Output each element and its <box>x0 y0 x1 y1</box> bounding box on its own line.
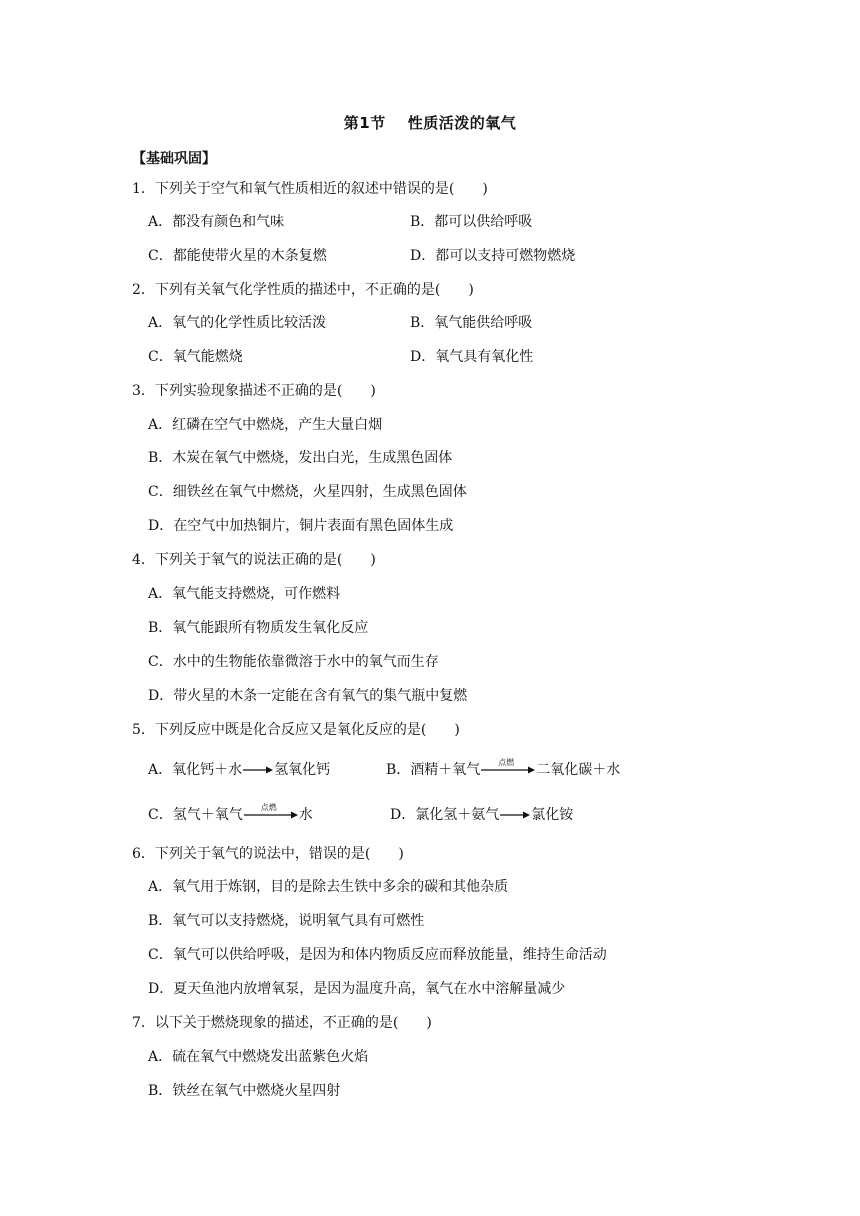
question-7-option-b: B．铁丝在氧气中燃烧火星四射 <box>148 1083 341 1099</box>
question-4-stem: 4．下列关于氧气的说法正确的是( ) <box>132 552 376 568</box>
ignite-arrow-icon <box>480 758 536 775</box>
option-a-products: 氢氧化钙 <box>274 762 331 778</box>
option-b-products: 二氧化碳＋水 <box>536 762 621 778</box>
question-5-option-b <box>386 758 621 779</box>
option-a-reactants: A．氧化钙＋水 <box>148 762 243 778</box>
short-arrow-icon <box>242 765 274 775</box>
question-2-stem: 2．下列有关氧气化学性质的描述中，不正确的是( ) <box>132 282 474 298</box>
question-5-option-d <box>390 806 573 824</box>
question-6-stem: 6．下列关于氧气的说法中，错误的是( ) <box>132 846 404 862</box>
ignite-arrow-icon <box>243 803 299 820</box>
question-1-option-a: A．都没有颜色和气味 <box>148 214 285 230</box>
question-3-option-a: A．红磷在空气中燃烧，产生大量白烟 <box>148 417 383 433</box>
option-d-products: 氯化铵 <box>531 807 574 823</box>
question-4-option-d: D．带火星的木条一定能在含有氧气的集气瓶中复燃 <box>148 688 468 704</box>
question-6-option-c: C．氧气可以供给呼吸，是因为和体内物质反应而释放能量，维持生命活动 <box>148 947 607 963</box>
section-heading: 【基础巩固】 <box>132 151 216 167</box>
question-1-option-b: B．都可以供给呼吸 <box>410 214 533 230</box>
question-3-option-d: D．在空气中加热铜片，铜片表面有黑色固体生成 <box>148 518 454 534</box>
question-1-stem: 1．下列关于空气和氧气性质相近的叙述中错误的是( ) <box>132 181 488 197</box>
option-c-reactants: C．氢气＋氧气 <box>148 807 243 823</box>
option-b-condition: 点燃 <box>498 758 515 767</box>
question-6-option-d: D．夏天鱼池内放增氧泵，是因为温度升高，氧气在水中溶解量减少 <box>148 981 566 997</box>
option-b-reactants: B．酒精＋氧气 <box>386 762 481 778</box>
page-title <box>0 112 860 133</box>
question-1-option-d: D．都可以支持可燃物燃烧 <box>410 248 576 264</box>
question-6-option-b: B．氧气可以支持燃烧，说明氧气具有可燃性 <box>148 913 425 929</box>
question-3-option-c: C．细铁丝在氧气中燃烧，火星四射，生成黑色固体 <box>148 484 467 500</box>
short-arrow-icon <box>499 810 531 820</box>
question-2-option-c: C．氧气能燃烧 <box>148 349 243 365</box>
question-2-option-b: B．氧气能供给呼吸 <box>410 315 533 331</box>
section-name: 性质活泼的氧气 <box>407 114 517 132</box>
question-5-option-c <box>148 803 313 824</box>
question-5-stem: 5．下列反应中既是化合反应又是氧化反应的是( ) <box>132 722 460 738</box>
question-3-stem: 3．下列实验现象描述不正确的是( ) <box>132 383 376 399</box>
question-1-option-c: C．都能使带火星的木条复燃 <box>148 248 327 264</box>
option-c-condition: 点燃 <box>260 803 277 812</box>
option-c-products: 水 <box>298 807 313 823</box>
question-4-option-c: C．水中的生物能依靠微溶于水中的氧气而生存 <box>148 654 439 670</box>
question-6-option-a: A．氧气用于炼钢，目的是除去生铁中多余的碳和其他杂质 <box>148 879 509 895</box>
question-2-option-a: A．氧气的化学性质比较活泼 <box>148 315 327 331</box>
question-4-option-a: A．氧气能支持燃烧，可作燃料 <box>148 586 341 602</box>
section-number: 第1节 <box>343 114 386 132</box>
question-4-option-b: B．氧气能跟所有物质发生氧化反应 <box>148 620 369 636</box>
option-d-reactants: D．氯化氢＋氨气 <box>390 807 500 823</box>
question-5-option-a <box>148 761 330 779</box>
question-3-option-b: B．木炭在氧气中燃烧，发出白光，生成黑色固体 <box>148 450 453 466</box>
question-7-option-a: A．硫在氧气中燃烧发出蓝紫色火焰 <box>148 1049 369 1065</box>
question-7-stem: 7．以下关于燃烧现象的描述，不正确的是( ) <box>132 1015 432 1031</box>
question-2-option-d: D．氧气具有氧化性 <box>410 349 534 365</box>
